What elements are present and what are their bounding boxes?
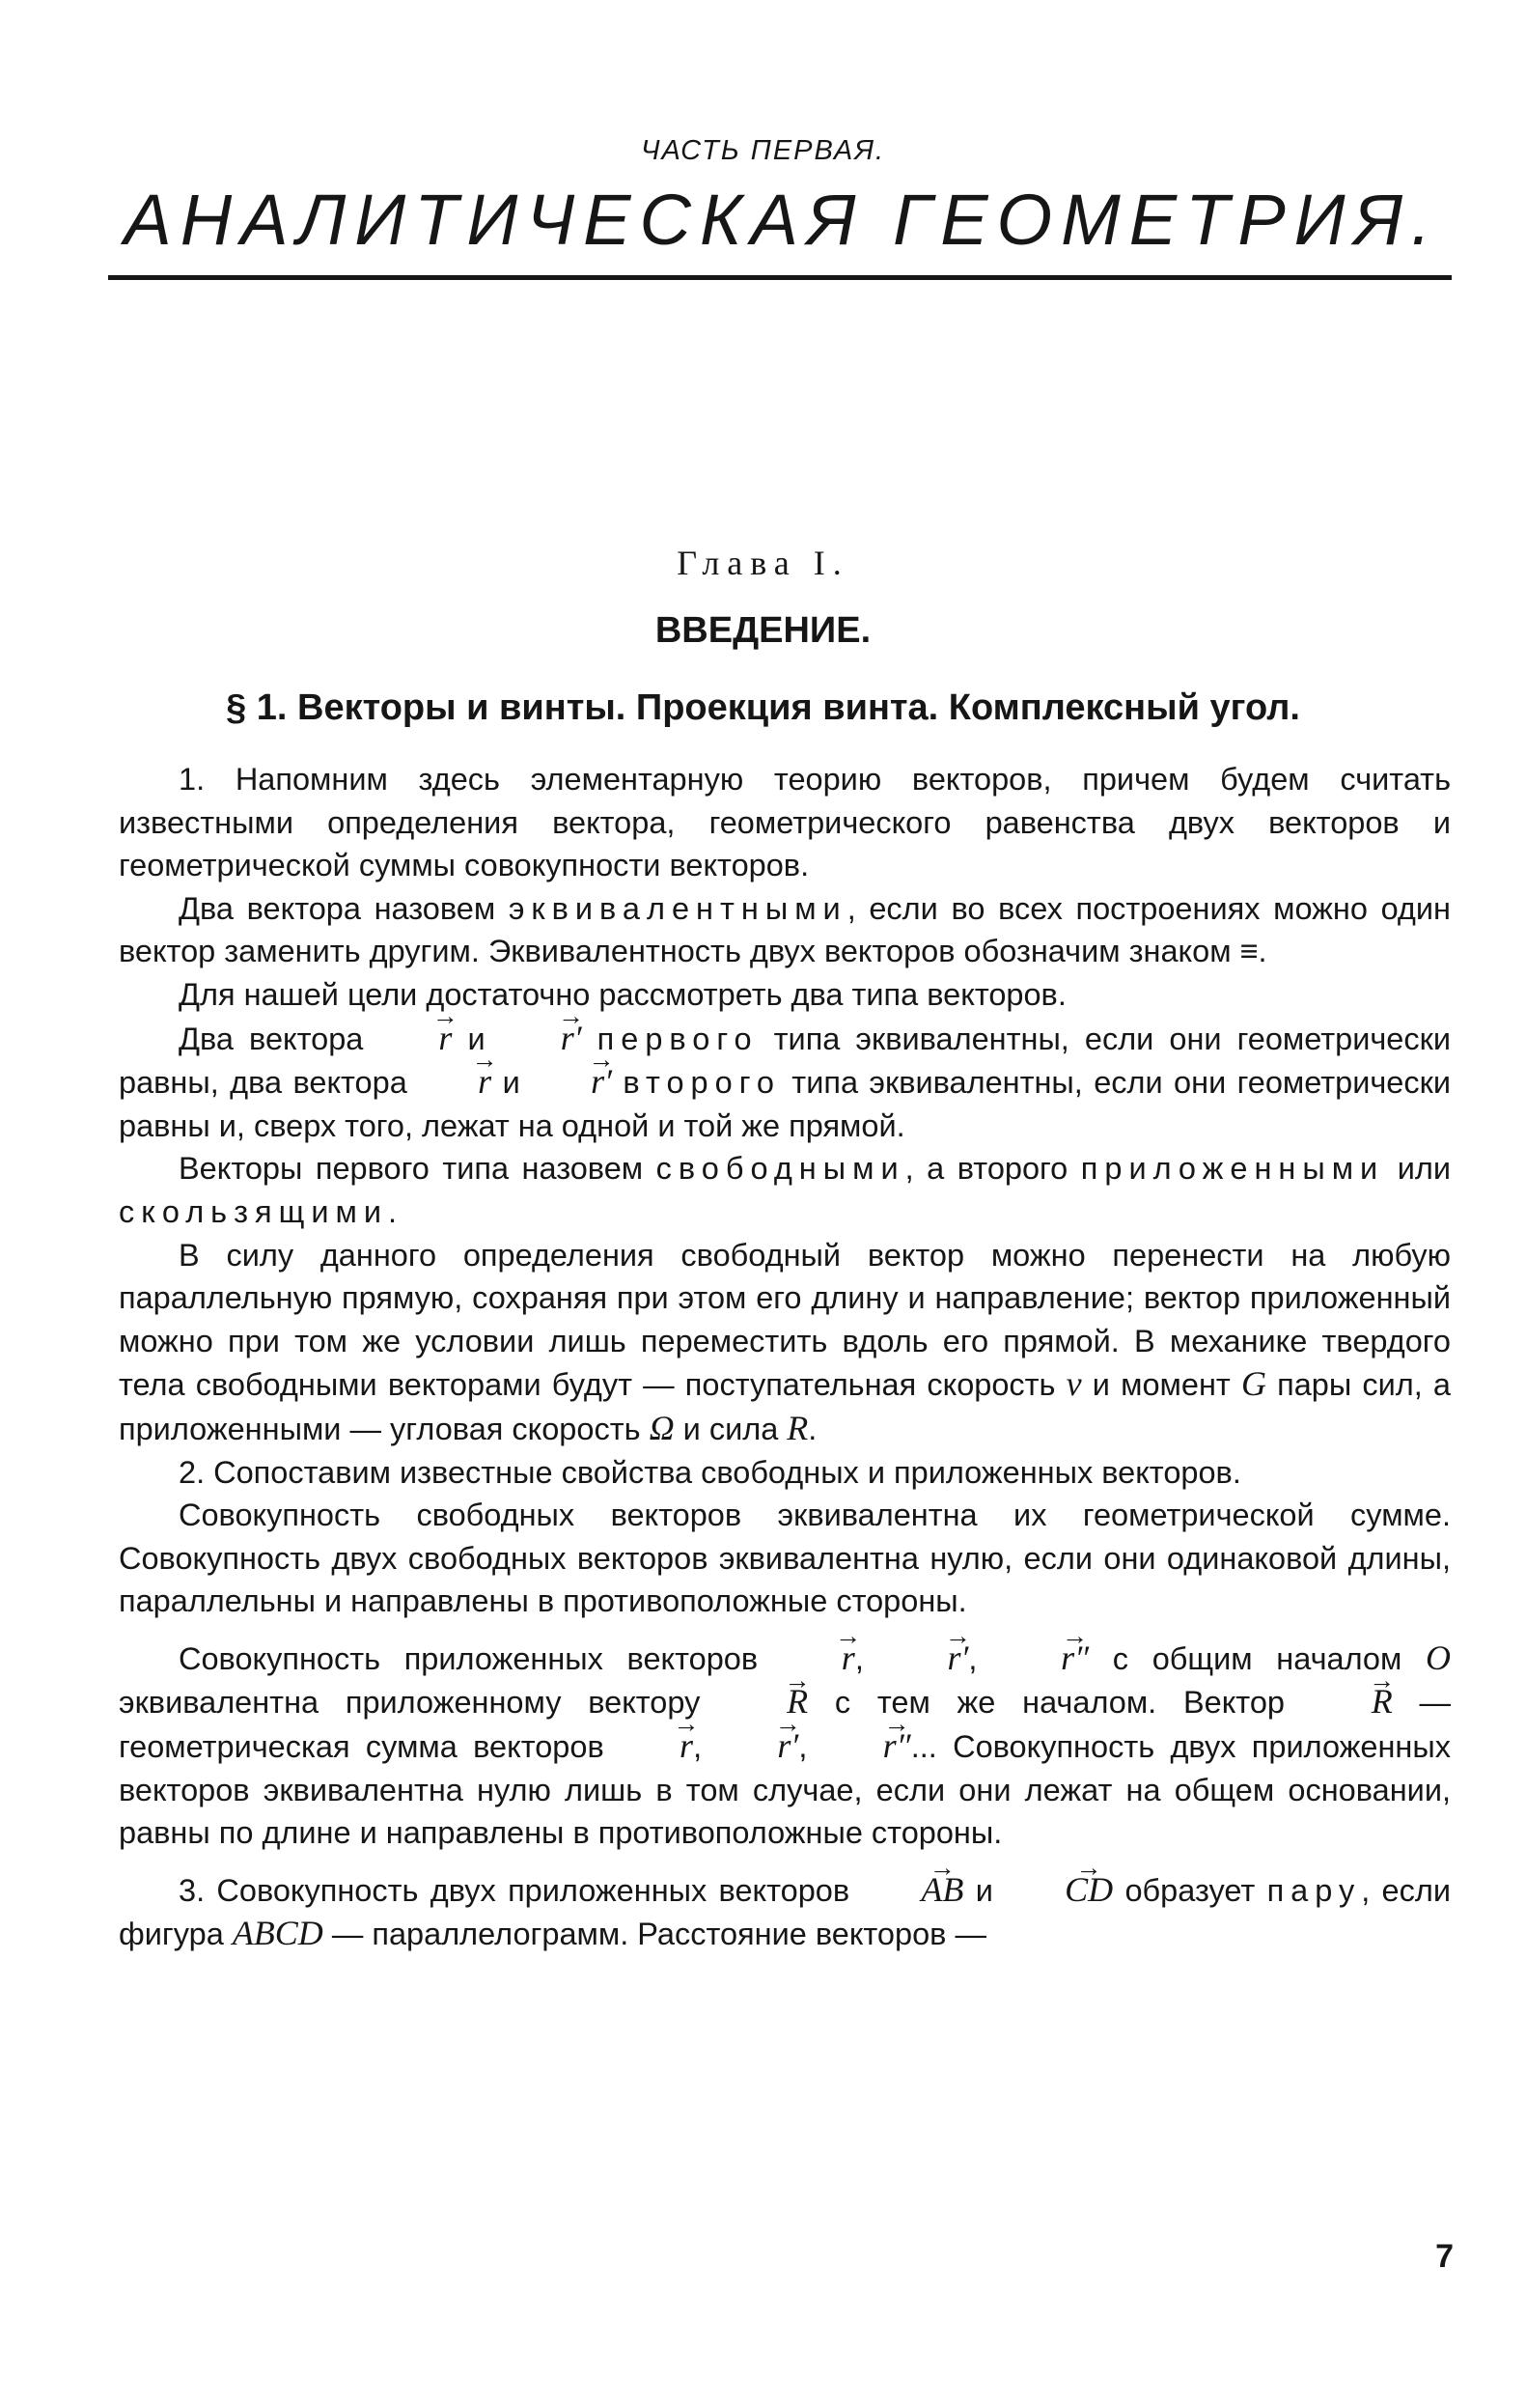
vector-r: → r [782,1637,855,1680]
spaced-term: эквивалентными [508,890,847,926]
text-run: ... Совокупность двух приложенных векторов эквивалентна нулю лишь в том случае, если они лежат на общем основании, равны по длине и направлены в противоположные стороны. [119,1729,1451,1851]
paragraph-7: 2. Сопоставим известные свойства свободных и приложенных векторов. [179,1454,1241,1490]
text-run: , а второго [904,1151,1081,1187]
chapter-label: Глава I. [677,544,849,582]
separator: , [854,1640,888,1676]
text-run: и [452,1021,501,1056]
vector-r: → r [378,1017,452,1060]
paragraph-1: 1. Напомним здесь элементарную теорию векторов, причем будем считать известными определения вектора, геометрического равенства двух векторов и геометрической суммы совокупности векторов. [119,762,1451,883]
text-run: с общим началом [1089,1640,1427,1676]
paragraph-8: Совокупность свободных векторов эквивалентна их геометрической сумме. Совокупность двух свободных векторов эквивалентна нулю, если они одинаковой длины, параллельны и направлены в противоположные стороны. [119,1498,1451,1619]
spaced-term: скользящими [119,1193,388,1229]
vector-r-prime: → r′ [501,1017,582,1060]
title-rule [108,275,1452,280]
text-run: и [963,1872,1006,1908]
text-run: эквивалентна приложенному вектору [119,1685,728,1721]
vector-r-dprime: → r″ [1001,1637,1089,1680]
text-run: — геометрическая сумма векторов [119,1685,1451,1765]
text-run: и [491,1065,532,1101]
vector-R: → R [1312,1680,1393,1723]
text-run: и сила [674,1411,788,1446]
paragraph-9 [119,1637,1451,1855]
part-label: ЧАСТЬ ПЕРВАЯ. [640,135,886,166]
text-run: Два вектора [179,1021,379,1056]
paragraph-5 [119,1147,1451,1233]
paragraph-4 [119,1017,1451,1148]
text-run: — параллелограмм. Расстояние векторов — [322,1917,986,1952]
text-run: . [808,1411,818,1446]
text-run: пары сил, а приложенными — угловая скорость [119,1367,1452,1446]
spaced-term: второго [623,1065,781,1101]
main-title: АНАЛИТИЧЕСКАЯ ГЕОМЕТРИЯ. [124,180,1440,260]
symbol-G: G [1240,1364,1266,1404]
paragraph-10 [119,1868,1451,1956]
page-number: 7 [1435,2238,1454,2275]
text-run: , если во всех построениях можно один вектор заменить другим. Эквивалентность двух векторов обозначим знаком ≡. [119,890,1451,969]
spaced-term: первого [597,1021,759,1056]
text-run: Два вектора назовем [179,890,509,926]
separator: , [798,1729,823,1765]
text-run: Совокупность приложенных векторов [179,1640,782,1676]
text-run: Векторы первого типа назовем [179,1151,656,1187]
separator: , [693,1729,718,1765]
paragraph-6 [119,1234,1451,1451]
paragraph-3: Для нашей цели достаточно рассмотреть два типа векторов. [179,976,1067,1012]
text-run: типа эквивалентны, если они геометрически равны и, сверх того, лежат на одной и той же прямой. [119,1065,1451,1143]
section-title: § 1. Векторы и винты. Проекция винта. Комплексный угол. [226,687,1300,728]
spaced-term: свободными [655,1151,905,1187]
text-run: образует [1113,1872,1267,1908]
vector-r-prime: → r′ [888,1637,969,1680]
vector-r: → r [418,1060,491,1104]
text-run: 3. Совокупность двух приложенных векторов [179,1872,862,1908]
vector-r-prime: → r′ [531,1060,612,1104]
text-run: с тем же началом. Вектор [808,1685,1312,1721]
text-run: или [1384,1151,1451,1187]
text-run: В силу данного определения свободный вектор можно перенести на любую параллельную прямую, сохраняя при этом его длину и направление; вектор приложенный можно при том же условии лишь переместить вдоль его прямой. В механике твердого тела свободными векторами будут — поступательная скорость [119,1237,1451,1403]
paragraph-2 [119,887,1451,973]
symbol-v: v [1066,1364,1082,1404]
spaced-term: приложенными [1080,1151,1385,1187]
spaced-term: пару [1266,1872,1362,1908]
vector-R: → R [727,1680,808,1723]
vector-CD: → CD [1005,1868,1113,1912]
symbol-R: R [787,1408,809,1447]
text-run: . [387,1193,398,1229]
separator: , [968,1640,1002,1676]
text-run: и момент [1081,1367,1241,1403]
body-text [119,758,1451,1956]
text-run: типа эквивалентны, если они геометрически равны, два вектора [119,1021,1452,1101]
vector-r-dprime: → r″ [823,1724,911,1768]
vector-r: → r [620,1724,693,1768]
symbol-O: O [1426,1638,1452,1677]
vector-AB: → AB [861,1868,963,1912]
text-run: , если фигура [119,1872,1451,1952]
vector-r-prime: → r′ [717,1724,798,1768]
symbol-ABCD: ABCD [232,1914,323,1953]
chapter-title: ВВЕДЕНИЕ. [654,610,872,651]
symbol-omega: Ω [649,1408,675,1447]
